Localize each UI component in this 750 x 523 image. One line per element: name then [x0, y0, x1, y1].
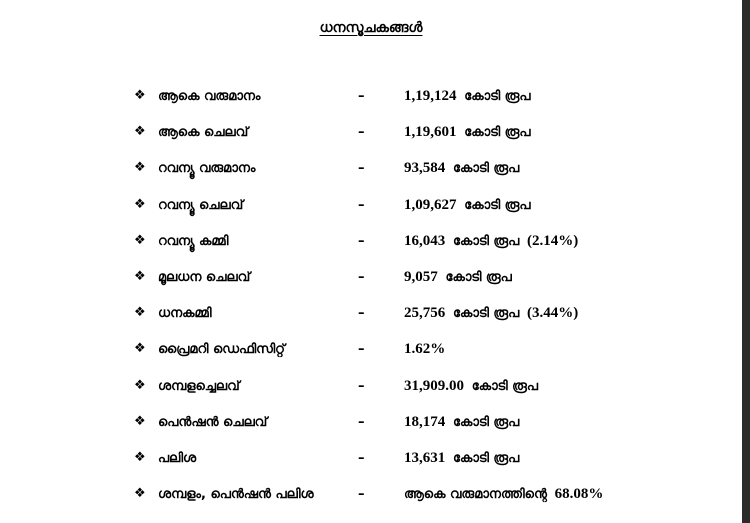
- indicator-value: [404, 269, 512, 286]
- indicator-label: ശമ്പളച്ചെലവ്: [158, 378, 240, 394]
- separator-dash: –: [358, 269, 365, 285]
- value-unit: കോടി രൂപ: [464, 197, 531, 213]
- value-unit: കോടി രൂപ: [445, 269, 512, 285]
- indicator-value: [404, 124, 530, 141]
- list-item: [134, 195, 654, 231]
- list-item: [134, 339, 654, 375]
- list-item: [134, 484, 654, 520]
- value-number: 18,174: [404, 413, 446, 430]
- indicator-label: റവന്യൂ വരുമാനം: [158, 161, 256, 177]
- value-suffix: 68.08%: [554, 486, 604, 503]
- separator-dash: –: [358, 342, 365, 358]
- value-number: 1.62%: [404, 341, 446, 358]
- separator-dash: –: [358, 233, 365, 249]
- window-edge: [742, 0, 750, 523]
- list-item: [134, 267, 654, 303]
- separator-dash: –: [358, 89, 365, 104]
- value-number: 93,584: [404, 160, 446, 177]
- indicator-label: ആകെ വരുമാനം: [158, 89, 261, 104]
- value-suffix: (3.44%): [526, 305, 579, 322]
- list-item: [134, 158, 654, 194]
- indicator-value: [404, 197, 530, 214]
- value-number: 1,19,601: [404, 124, 457, 141]
- indicator-label: റവന്യൂ കമ്മി: [158, 233, 229, 249]
- diamond-bullet-icon: ❖: [134, 232, 146, 248]
- indicator-value: [404, 88, 530, 105]
- value-unit: കോടി രൂപ: [453, 306, 520, 322]
- value-unit: കോടി രൂപ: [471, 378, 538, 394]
- diamond-bullet-icon: ❖: [134, 160, 146, 176]
- diamond-bullet-icon: ❖: [134, 196, 146, 212]
- indicator-value: [404, 233, 578, 250]
- value-unit: കോടി രൂപ: [464, 125, 531, 141]
- indicator-value: [404, 305, 578, 322]
- value-number: 16,043: [404, 232, 446, 249]
- value-unit: കോടി രൂപ: [453, 414, 520, 430]
- indicator-label: പ്രൈമറി ഡെഫിസിറ്റ്: [158, 342, 285, 358]
- page-title: ധനസൂചകങ്ങൾ: [319, 20, 423, 36]
- list-item: [134, 231, 654, 267]
- indicator-list: [134, 86, 654, 520]
- indicator-value: [404, 486, 603, 503]
- diamond-bullet-icon: ❖: [134, 449, 146, 465]
- indicator-label: മൂലധന ചെലവ്: [158, 269, 251, 285]
- list-item: [134, 376, 654, 412]
- diamond-bullet-icon: ❖: [134, 88, 146, 103]
- separator-dash: –: [358, 125, 365, 141]
- separator-dash: –: [358, 378, 365, 394]
- list-item: [134, 303, 654, 339]
- indicator-value: [404, 160, 519, 177]
- diamond-bullet-icon: ❖: [134, 305, 146, 321]
- indicator-value: [404, 378, 538, 395]
- list-item: [134, 412, 654, 448]
- value-unit: കോടി രൂപ: [453, 161, 520, 177]
- separator-dash: –: [358, 450, 365, 466]
- value-number: 25,756: [404, 305, 446, 322]
- diamond-bullet-icon: ❖: [134, 377, 146, 393]
- indicator-label: റവന്യൂ ചെലവ്: [158, 197, 244, 213]
- separator-dash: –: [358, 487, 365, 503]
- list-item: [134, 86, 654, 122]
- list-item: [134, 122, 654, 158]
- value-number: 1,09,627: [404, 196, 457, 213]
- value-suffix: (2.14%): [526, 232, 579, 249]
- separator-dash: –: [358, 197, 365, 213]
- indicator-label: ആകെ ചെലവ്: [158, 125, 249, 141]
- indicator-label: ശമ്പളം, പെൻഷൻ പലിശ: [158, 487, 314, 503]
- diamond-bullet-icon: ❖: [134, 124, 146, 140]
- value-unit: കോടി രൂപ: [464, 89, 531, 104]
- diamond-bullet-icon: ❖: [134, 268, 146, 284]
- diamond-bullet-icon: ❖: [134, 413, 146, 429]
- diamond-bullet-icon: ❖: [134, 486, 146, 502]
- value-number: ആകെ വരുമാനത്തിന്റെ: [404, 487, 547, 503]
- value-number: 13,631: [404, 449, 446, 466]
- list-item: [134, 448, 654, 484]
- separator-dash: –: [358, 161, 365, 177]
- indicator-label: പെൻഷൻ ചെലവ്: [158, 414, 268, 430]
- value-number: 1,19,124: [404, 88, 457, 104]
- value-unit: കോടി രൂപ: [453, 450, 520, 466]
- diamond-bullet-icon: ❖: [134, 341, 146, 357]
- separator-dash: –: [358, 414, 365, 430]
- value-number: 9,057: [404, 268, 438, 285]
- indicator-label: ധനകമ്മി: [158, 306, 212, 322]
- separator-dash: –: [358, 306, 365, 322]
- value-number: 31,909.00: [404, 377, 464, 394]
- indicator-value: [404, 450, 519, 467]
- indicator-value: [404, 414, 519, 431]
- value-unit: കോടി രൂപ: [453, 233, 520, 249]
- indicator-label: പലിശ: [158, 450, 197, 466]
- indicator-value: [404, 341, 445, 358]
